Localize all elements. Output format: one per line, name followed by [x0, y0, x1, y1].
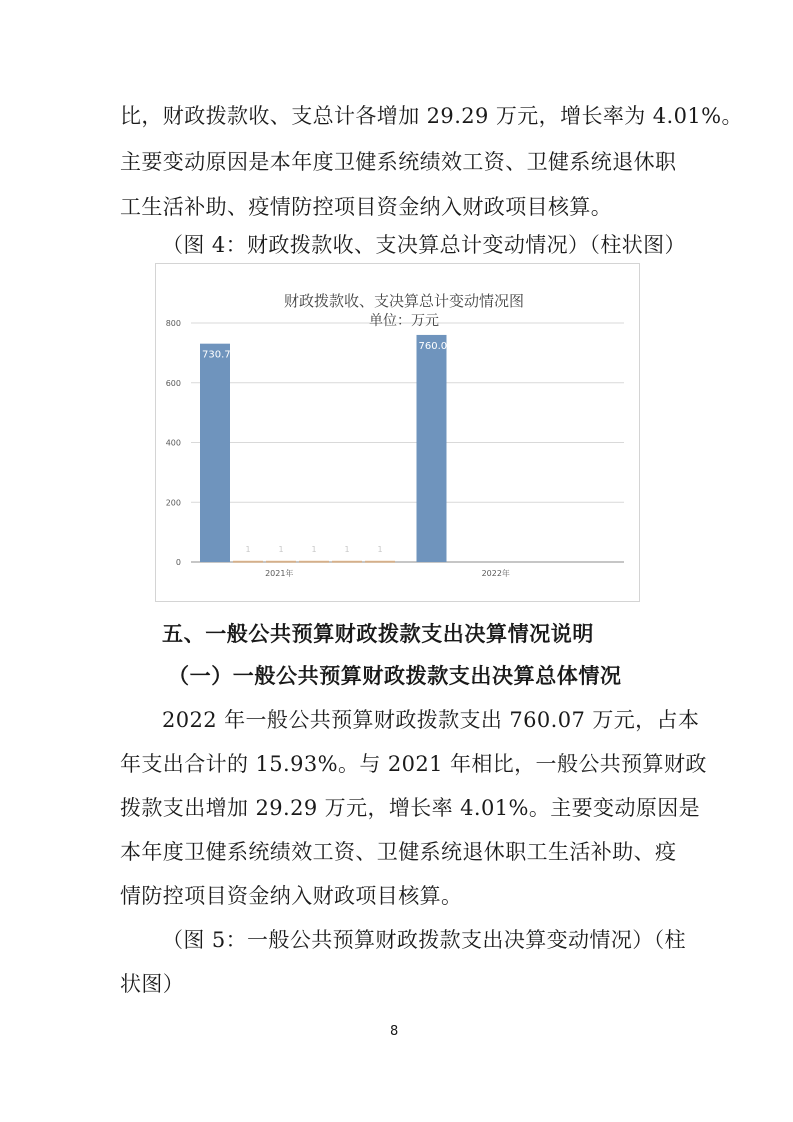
chart-bar: [332, 561, 362, 563]
paragraph-2-line: 拨款支出增加 29.29 万元，增长率 4.01%。主要变动原因是: [120, 796, 701, 820]
chart-subtitle: 单位：万元: [369, 313, 439, 329]
bar-chart: [155, 263, 640, 602]
figure-5-caption-line: （图 5：一般公共预算财政拨款支出决算变动情况）（柱: [162, 928, 686, 952]
small-data-label: 1: [344, 545, 350, 554]
small-data-label: 1: [278, 545, 284, 554]
page-number: 8: [390, 1024, 399, 1039]
chart-bar: [299, 561, 329, 563]
small-data-label: 1: [245, 545, 251, 554]
paragraph-2-line: 2022 年一般公共预算财政拨款支出 760.07 万元，占本: [162, 708, 700, 732]
chart-bar: [200, 344, 230, 562]
y-tick-label: 200: [165, 498, 181, 508]
figure-5-caption-line: 状图）: [120, 972, 185, 996]
chart-bar: [365, 561, 395, 563]
x-tick-label: 2021年: [265, 569, 294, 578]
bar-data-label: 730.78: [202, 349, 237, 361]
x-tick-label: 2022年: [481, 569, 510, 578]
y-tick-label: 0: [175, 558, 181, 567]
paragraph-1-line: 工生活补助、疫情防控项目资金纳入财政项目核算。: [120, 195, 613, 219]
section-5-1-heading: （一）一般公共预算财政拨款支出决算总体情况: [168, 664, 622, 688]
chart-bar: [417, 335, 447, 562]
small-data-label: 1: [377, 545, 383, 554]
y-tick-label: 400: [165, 438, 181, 448]
small-data-label: 1: [311, 545, 317, 554]
section-5-heading: 五、一般公共预算财政拨款支出决算情况说明: [162, 622, 594, 646]
chart-canvas: [156, 264, 639, 601]
chart-bar: [266, 561, 296, 563]
paragraph-2-line: 本年度卫健系统绩效工资、卫健系统退休职工生活补助、疫: [120, 840, 677, 864]
paragraph-2-line: 情防控项目资金纳入财政项目核算。: [120, 884, 463, 908]
figure-4-caption: （图 4：财政拨款收、支决算总计变动情况）（柱状图）: [162, 233, 686, 257]
y-tick-label: 600: [165, 378, 181, 388]
chart-bar: [233, 561, 263, 563]
y-tick-label: 800: [165, 319, 181, 328]
paragraph-1-line: 主要变动原因是本年度卫健系统绩效工资、卫健系统退休职: [120, 150, 677, 174]
paragraph-1-line: 比，财政拨款收、支总计各增加 29.29 万元，增长率为 4.01%。: [120, 104, 743, 128]
bar-data-label: 760.07: [418, 340, 454, 352]
paragraph-2-line: 年支出合计的 15.93%。与 2021 年相比，一般公共预算财政: [120, 752, 707, 776]
chart-title: 财政拨款收、支决算总计变动情况图: [283, 292, 525, 310]
